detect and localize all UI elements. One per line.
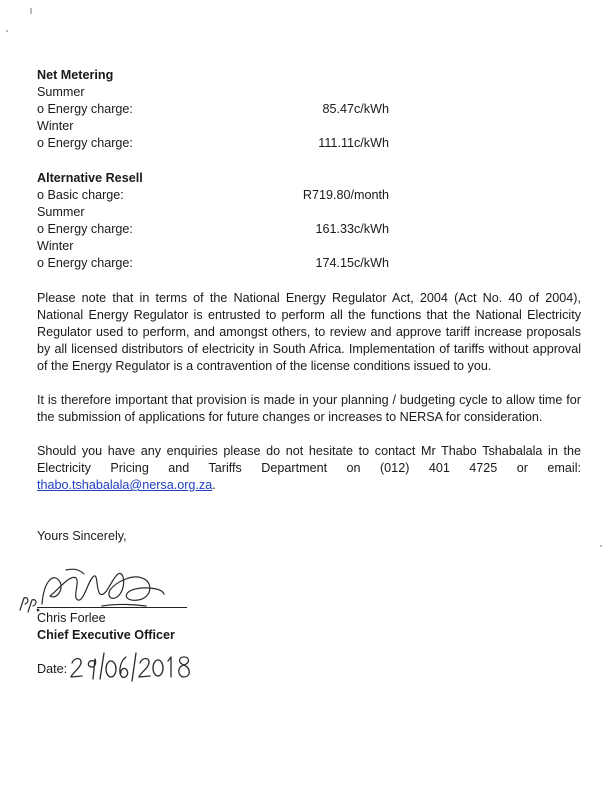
sentence-end: . — [212, 478, 216, 492]
charge-label: o Energy charge: — [37, 102, 133, 116]
charge-label: o Energy charge: — [37, 136, 133, 150]
section-title: Alternative Resell — [37, 171, 143, 185]
section-title: Net Metering — [37, 68, 114, 82]
scan-speck — [6, 30, 8, 32]
signature-line — [37, 607, 187, 608]
email-link[interactable]: thabo.tshabalala@nersa.org.za — [37, 478, 213, 492]
signatory-name: Chris Forlee — [37, 611, 106, 625]
paragraph-text: It is therefore important that provision is made in your planning / budgeting cycle to allow time for the submission of applications for future changes or increases to NERSA for consideration. — [37, 393, 581, 424]
handwritten-date — [68, 645, 198, 685]
charge-value: 174.15c/kWh — [315, 256, 389, 270]
charge-value: R719.80/month — [302, 188, 389, 202]
scan-speck — [600, 545, 602, 547]
salutation: Yours Sincerely, — [37, 529, 127, 543]
charge-label: o Energy charge: — [37, 256, 133, 270]
signatory-title: Chief Executive Officer — [37, 628, 175, 642]
paragraph-text: Please note that in terms of the National Energy Regulator Act, 2004 (Act No. 40 of 2004), National Energy Regulator is entrusted to perform all the functions that the National Electricity Regulator used to perform, and amongst others, to review and approve tariff increase proposals by all licensed distributors of electricity in South Africa. Implementation of tariffs without approval of the Energy Regulator is a contravention of the license conditions issued to you. — [37, 291, 581, 373]
season-label: Summer — [37, 205, 85, 219]
paragraph-enquiries — [37, 443, 581, 494]
charge-value: 85.47c/kWh — [322, 102, 389, 116]
date-label: Date: — [37, 662, 68, 676]
paragraph-text — [37, 443, 581, 494]
paragraph-planning — [37, 392, 581, 426]
charge-value: 161.33c/kWh — [315, 222, 389, 236]
paragraph-regulator-act — [37, 290, 581, 375]
charge-label: o Basic charge: — [37, 188, 124, 202]
enquiries-text: Should you have any enquiries please do not hesitate to contact Mr Thabo Tshabalala in the Electricity Pricing and Tariffs Department on (012) 401 4725 or email: — [37, 444, 581, 475]
charge-label: o Energy charge: — [37, 222, 133, 236]
season-label: Summer — [37, 85, 85, 99]
season-label: Winter — [37, 239, 74, 253]
charge-value: 111.11c/kWh — [318, 136, 389, 150]
season-label: Winter — [37, 119, 74, 133]
scan-speck — [30, 8, 32, 14]
